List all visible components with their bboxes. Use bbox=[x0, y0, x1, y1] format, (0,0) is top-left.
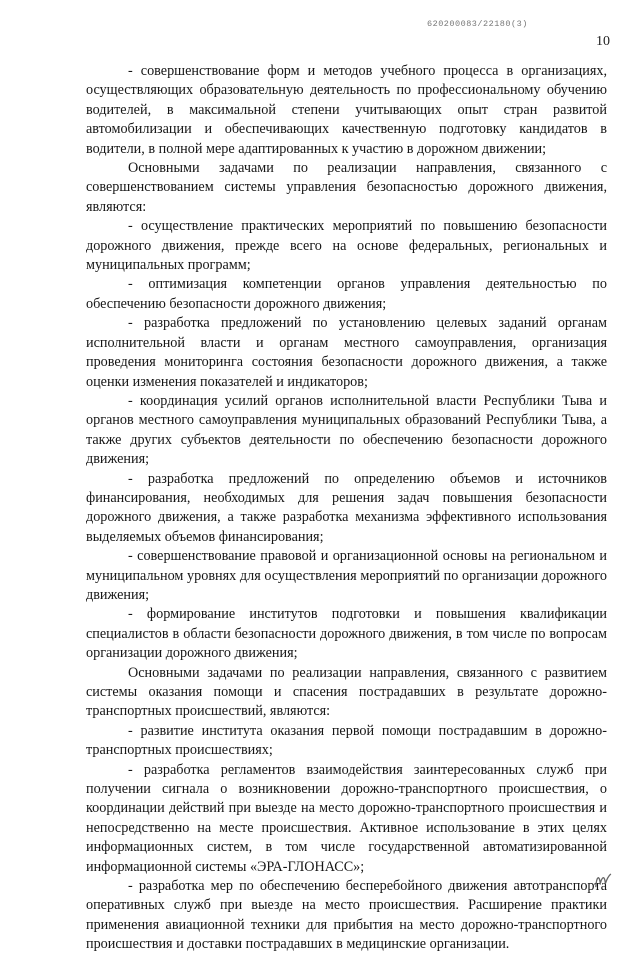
paragraph: Основными задачами по реализации направления, связанного с развитием системы оказания помощи и спасения пострадавших в результате дорожно-транспортных происшествий, являются: bbox=[86, 664, 607, 720]
paragraph: - разработка мер по обеспечению бесперебойного движения автотранспорта оперативных служб при выезде на место происшествия. Расширение практики применения авиационной техники для прибытия на место дорожно-транспортного происшествия и доставки пострадавших в медицинские организации. bbox=[86, 878, 607, 953]
paragraph: - разработка предложений по определению объемов и источников финансирования, необходимых для решения задач повышения безопасности дорожного движения, а также разработка механизма эффективного использования выделяемых объемов финансирования; bbox=[86, 470, 607, 545]
paragraph: - формирование институтов подготовки и повышения квалификации специалистов в области безопасности дорожного движения, в том числе по вопросам организации дорожного движения; bbox=[86, 606, 607, 662]
paragraph: - осуществление практических мероприятий по повышению безопасности дорожного движения, прежде всего на основе федеральных, региональных и муниципальных программ; bbox=[86, 218, 607, 274]
paragraph: - развитие института оказания первой помощи пострадавшим в дорожно-транспортных происшествиях; bbox=[86, 722, 607, 759]
document-id: 620200083/22180(3) bbox=[427, 19, 528, 29]
handwritten-initials bbox=[590, 869, 616, 895]
paragraph: - координация усилий органов исполнительной власти Республики Тыва и органов местного самоуправления муниципальных образований Республики Тыва, а также других субъектов деятельности по обеспечению безопасности дорожного движения; bbox=[86, 392, 607, 468]
paragraph: - оптимизация компетенции органов управления деятельностью по обеспечению безопасности дорожного движения; bbox=[86, 276, 607, 312]
paragraph: - разработка регламентов взаимодействия заинтересованных служб при получении сигнала о возникновении дорожно-транспортного происшествия, о координации действий при выезде на место дорожно-транспортного происшествия и непосредственно на месте происшествия. Активное использование в этих целях информационных систем, в том числе государственной автоматизированной информационной системы «ЭРА-ГЛОНАСС»; bbox=[86, 761, 607, 875]
paragraph: - совершенствование форм и методов учебного процесса в организациях, осуществляющих образовательную деятельность по профессиональному обучению водителей, в максимальной степени учитывающих опыт стран развитой автомобилизации и обеспечивающих качественную подготовку кандидатов в водители, в полной мере адаптированных к участию в дорожном движении; bbox=[86, 63, 607, 157]
page-number: 10 bbox=[596, 34, 610, 49]
paragraph: - разработка предложений по установлению целевых заданий органам исполнительной власти и органам местного самоуправления, организация проведения мониторинга состояния безопасности дорожного движения, а также оценки изменения показателей и индикаторов; bbox=[86, 315, 607, 390]
document-body bbox=[86, 62, 607, 955]
paragraph: Основными задачами по реализации направления, связанного с совершенствованием системы управления безопасностью дорожного движения, являются: bbox=[86, 160, 607, 215]
paragraph: - совершенствование правовой и организационной основы на региональном и муниципальном уровнях для осуществления мероприятий по организации дорожного движения; bbox=[86, 548, 607, 603]
